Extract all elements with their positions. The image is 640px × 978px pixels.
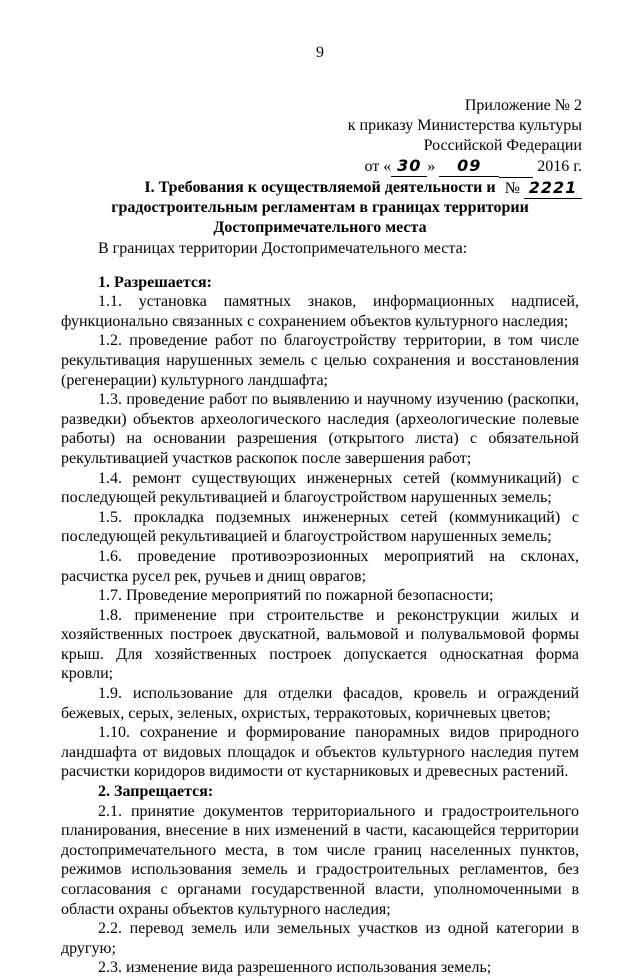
forbidden-title: 2. Запрещается: bbox=[98, 783, 214, 801]
document-body bbox=[61, 239, 579, 978]
section-heading: I. Требования к осуществляемой деятельности и градостроительным регламентам в границах территории Достопримечательного места bbox=[111, 179, 529, 236]
date-mid: » bbox=[427, 158, 436, 175]
allowed-item: 1.4. ремонт существующих инженерных сетей (коммуникаций) с последующей рекультивацией и благоустройством нарушенных земель; bbox=[61, 469, 579, 507]
allowed-item: 1.3. проведение работ по выявлению и научному изучению (раскопки, разведки) объектов археологического наследия (археологические полевые работы) на основании разрешения (открытого листа) с обязательной рекультивацией участков раскопок после завершения работ; bbox=[61, 391, 579, 467]
allowed-item: 1.2. проведение работ по благоустройству территории, в том числе рекультивация нарушенных земель с целью сохранения и восстановления (регенерации) культурного ландшафта; bbox=[61, 332, 579, 389]
intro-paragraph: В границах территории Достопримечательного места: bbox=[98, 240, 468, 257]
allowed-item: 1.6. проведение противоэрозионных мероприятий на склонах, расчистка русел рек, ручьев и днищ оврагов; bbox=[61, 547, 579, 585]
allowed-item: 1.10. сохранение и формирование панорамных видов природного ландшафта от видовых площадок и объектов культурного наследия путем расчистки коридоров видимости от кустарниковых и древесных растений. bbox=[61, 724, 579, 781]
date-day: 30 bbox=[391, 156, 427, 177]
forbidden-item: 2.2. перевод земель или земельных участков из одной категории в другую; bbox=[61, 920, 579, 957]
allowed-title: 1. Разрешается: bbox=[98, 273, 212, 291]
date-month: 09 bbox=[439, 156, 499, 177]
spacer bbox=[61, 259, 579, 273]
allowed-item: 1.9. использование для отделки фасадов, кровель и ограждений бежевых, серых, зеленых, охристых, терракотовых, коричневых цветов; bbox=[61, 685, 579, 722]
number-prefix: № bbox=[504, 180, 520, 197]
annex-title: Приложение № 2 bbox=[464, 97, 582, 114]
date-prefix: от « bbox=[364, 158, 392, 175]
page-number: 9 bbox=[316, 44, 324, 61]
allowed-item: 1.1. установка памятных знаков, информационных надписей, функционально связанных с сохранением объектов культурного наследия; bbox=[61, 293, 579, 330]
annex-ministry-line: Российской Федерации bbox=[423, 137, 582, 154]
order-number: 2221 bbox=[524, 178, 582, 199]
allowed-item: 1.8. применение при строительстве и реконструкции жилых и хозяйственных построек двускатной, вальмовой и полувальмовой формы крыш. Для хозяйственных построек допускается односкатная форма кровли; bbox=[61, 606, 579, 683]
allowed-item: 1.5. прокладка подземных инженерных сетей (коммуникаций) с последующей рекультивацией и благоустройством нарушенных земель; bbox=[61, 508, 579, 546]
allowed-item: 1.7. Проведение мероприятий по пожарной безопасности; bbox=[98, 587, 494, 605]
annex-date bbox=[322, 156, 582, 178]
annex-order-line: к приказу Министерства культуры bbox=[347, 117, 582, 134]
date-blank bbox=[499, 157, 533, 178]
forbidden-item: 2.1. принятие документов территориального и градостроительного планирования, внесение в них изменений в части, касающейся территории достопримечательного места, в том числе границ населенных пунктов, режимов использования земель и градостроительных регламентов, без согласования с органами государственной власти, уполномоченными в области охраны объектов культурного наследия; bbox=[61, 802, 579, 918]
forbidden-item: 2.3. изменение вида разрешенного использования земель; bbox=[98, 959, 492, 977]
date-year: 2016 г. bbox=[537, 158, 582, 175]
